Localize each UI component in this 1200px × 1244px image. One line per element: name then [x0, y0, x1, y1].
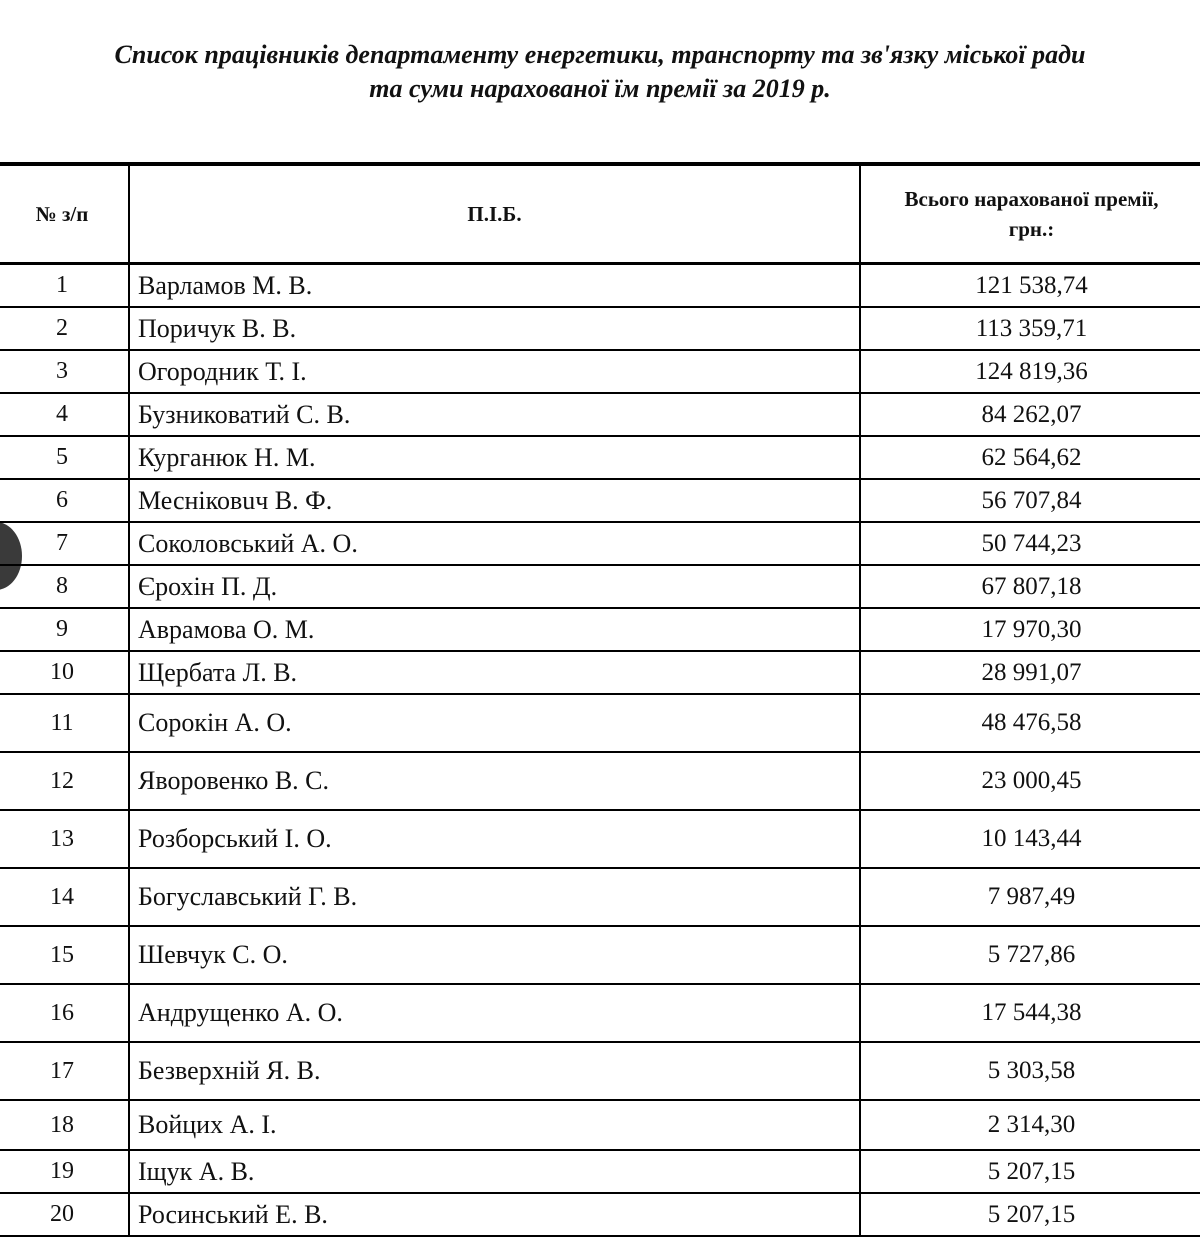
- row-amount: 7 987,49: [860, 868, 1200, 926]
- row-name: Сорокін А. О.: [129, 694, 860, 752]
- table-row: [0, 651, 1200, 694]
- table-row: [0, 522, 1200, 565]
- table-row: [0, 1193, 1200, 1236]
- row-number: 3: [0, 350, 129, 393]
- row-name: Розборський І. О.: [129, 810, 860, 868]
- row-name: Огородник Т. І.: [129, 350, 860, 393]
- row-amount: 62 564,62: [860, 436, 1200, 479]
- row-amount: 5 303,58: [860, 1042, 1200, 1100]
- row-number: 6: [0, 479, 129, 522]
- row-number: 17: [0, 1042, 129, 1100]
- row-amount: 5 207,15: [860, 1150, 1200, 1193]
- table-row: [0, 926, 1200, 984]
- table-row: [0, 393, 1200, 436]
- table-row: [0, 810, 1200, 868]
- row-number: 14: [0, 868, 129, 926]
- header-amount: [860, 164, 1200, 264]
- document-title: [0, 38, 1200, 106]
- row-number: 5: [0, 436, 129, 479]
- header-amount-line-1: Всього нарахованої премії,: [904, 187, 1159, 211]
- table-row: [0, 307, 1200, 350]
- row-name: Месніковuч В. Ф.: [129, 479, 860, 522]
- row-name: Андрущенко А. О.: [129, 984, 860, 1042]
- row-name: Шевчук С. О.: [129, 926, 860, 984]
- table-row: [0, 436, 1200, 479]
- row-number: 7: [0, 522, 129, 565]
- table-row: [0, 1100, 1200, 1150]
- row-number: 19: [0, 1150, 129, 1193]
- row-name: Богуславський Г. В.: [129, 868, 860, 926]
- row-number: 18: [0, 1100, 129, 1150]
- table-row: [0, 608, 1200, 651]
- row-number: 15: [0, 926, 129, 984]
- row-number: 13: [0, 810, 129, 868]
- table-row: [0, 565, 1200, 608]
- row-amount: 50 744,23: [860, 522, 1200, 565]
- row-amount: 113 359,71: [860, 307, 1200, 350]
- row-number: 8: [0, 565, 129, 608]
- row-name: Соколовський А. О.: [129, 522, 860, 565]
- row-name: Войцих А. І.: [129, 1100, 860, 1150]
- row-number: 1: [0, 264, 129, 308]
- row-number: 16: [0, 984, 129, 1042]
- table-row: [0, 752, 1200, 810]
- row-name: Бузниковатий С. В.: [129, 393, 860, 436]
- table-row: [0, 479, 1200, 522]
- row-amount: 5 207,15: [860, 1193, 1200, 1236]
- row-number: 11: [0, 694, 129, 752]
- row-name: Курганюк Н. М.: [129, 436, 860, 479]
- row-amount: 17 970,30: [860, 608, 1200, 651]
- row-number: 12: [0, 752, 129, 810]
- table-header-row: [0, 164, 1200, 264]
- row-amount: 10 143,44: [860, 810, 1200, 868]
- row-name: Іщук А. В.: [129, 1150, 860, 1193]
- row-name: Яворовенко В. С.: [129, 752, 860, 810]
- row-amount: 84 262,07: [860, 393, 1200, 436]
- row-amount: 56 707,84: [860, 479, 1200, 522]
- row-amount: 121 538,74: [860, 264, 1200, 308]
- row-amount: 48 476,58: [860, 694, 1200, 752]
- row-name: Єрохін П. Д.: [129, 565, 860, 608]
- row-amount: 67 807,18: [860, 565, 1200, 608]
- header-amount-line-2: грн.:: [1008, 217, 1055, 241]
- row-number: 10: [0, 651, 129, 694]
- title-line-2: та суми нарахованої їм премії за 2019 р.: [369, 74, 831, 103]
- row-number: 9: [0, 608, 129, 651]
- bonus-table: [0, 162, 1200, 1237]
- table-row: [0, 868, 1200, 926]
- row-name: Аврамова О. М.: [129, 608, 860, 651]
- row-amount: 5 727,86: [860, 926, 1200, 984]
- row-name: Безверхній Я. В.: [129, 1042, 860, 1100]
- row-amount: 23 000,45: [860, 752, 1200, 810]
- row-amount: 124 819,36: [860, 350, 1200, 393]
- row-number: 4: [0, 393, 129, 436]
- row-name: Щербата Л. В.: [129, 651, 860, 694]
- header-number: № з/п: [0, 164, 129, 264]
- row-name: Варламов М. В.: [129, 264, 860, 308]
- table-row: [0, 694, 1200, 752]
- title-line-1: Список працівників департаменту енергетики, транспорту та зв'язку міської ради: [114, 40, 1086, 69]
- row-name: Поричук В. В.: [129, 307, 860, 350]
- row-amount: 28 991,07: [860, 651, 1200, 694]
- row-amount: 17 544,38: [860, 984, 1200, 1042]
- header-name: П.І.Б.: [129, 164, 860, 264]
- table-row: [0, 1150, 1200, 1193]
- row-name: Росинський Е. В.: [129, 1193, 860, 1236]
- row-amount: 2 314,30: [860, 1100, 1200, 1150]
- table-row: [0, 350, 1200, 393]
- row-number: 20: [0, 1193, 129, 1236]
- table-row: [0, 984, 1200, 1042]
- table-body: [0, 264, 1200, 1237]
- table-row: [0, 1042, 1200, 1100]
- row-number: 2: [0, 307, 129, 350]
- table-row: [0, 264, 1200, 308]
